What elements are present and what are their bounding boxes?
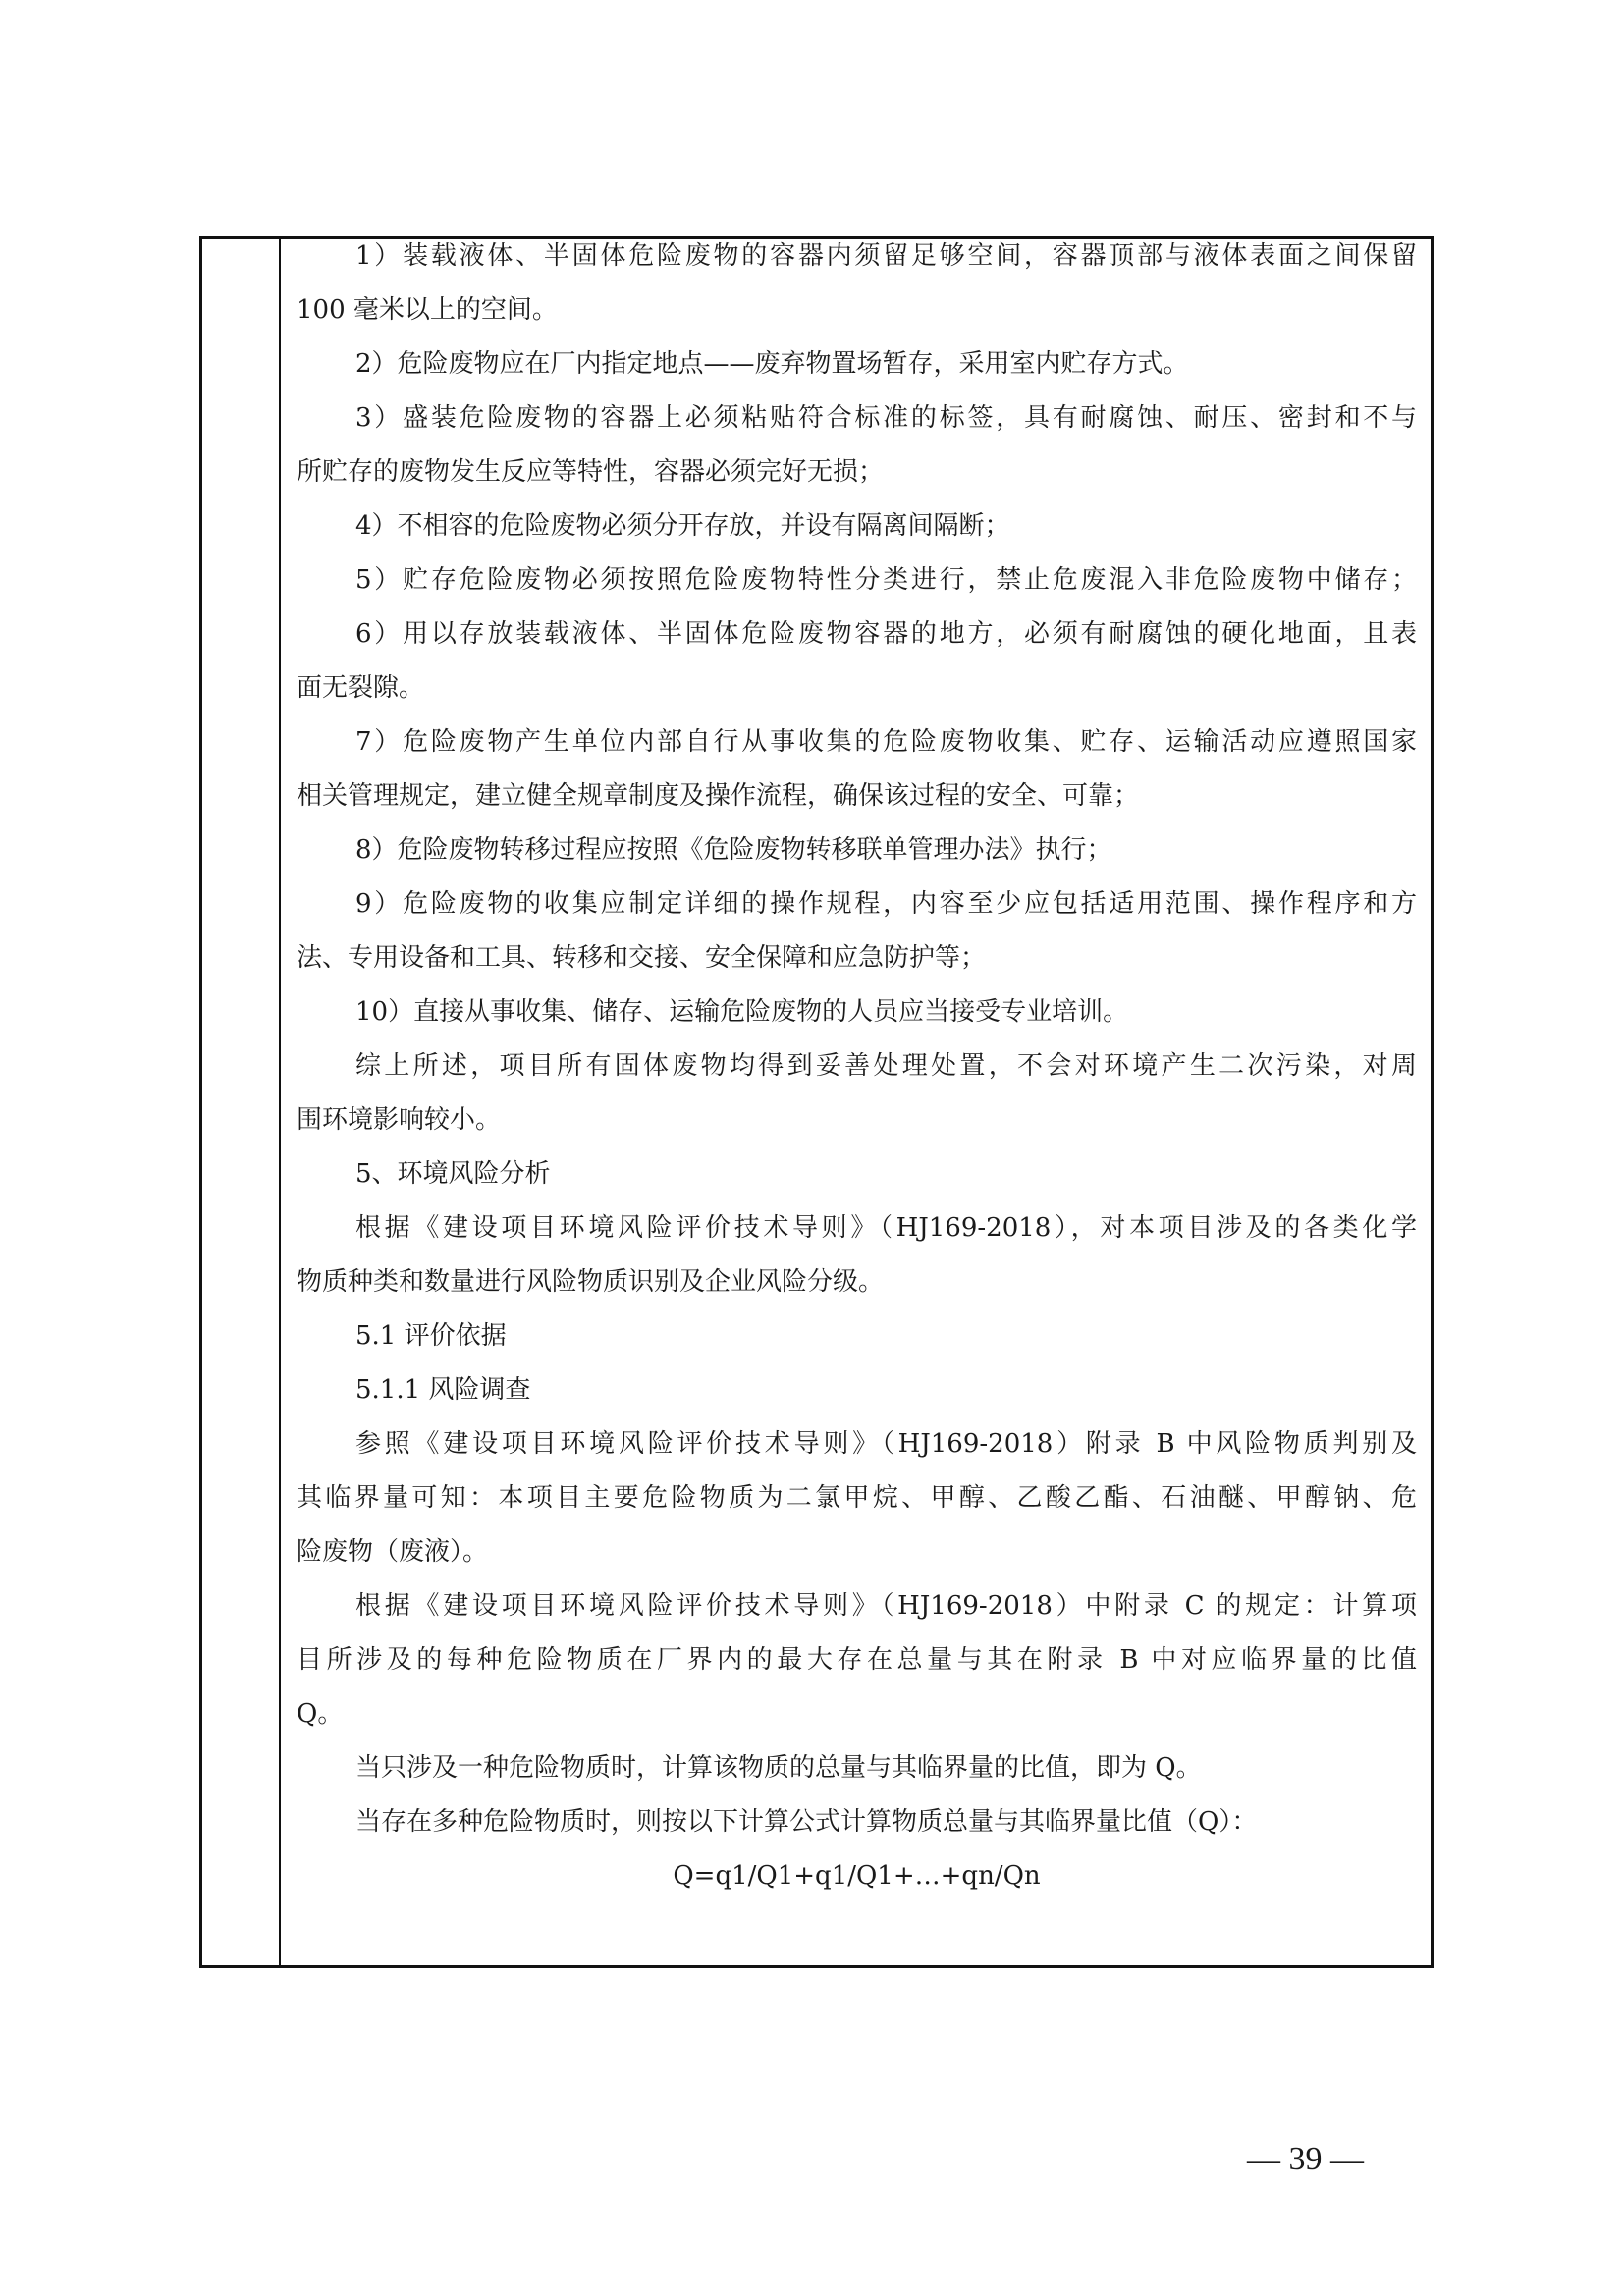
text-line: 9）危险废物的收集应制定详细的操作规程，内容至少应包括适用范围、操作程序和方 [355,889,1417,919]
text-line: 综上所述，项目所有固体废物均得到妥善处理处置，不会对环境产生二次污染，对周 [355,1051,1417,1081]
column-divider [279,239,281,1965]
text-line: 法、专用设备和工具、转移和交接、安全保障和应急防护等； [297,943,987,973]
text-line: 当只涉及一种危险物质时，计算该物质的总量与其临界量的比值，即为 Q。 [355,1753,1202,1783]
text-line: 3）盛装危险废物的容器上必须粘贴符合标准的标签，具有耐腐蚀、耐压、密封和不与 [355,403,1417,433]
text-line: 其临界量可知：本项目主要危险物质为二氯甲烷、甲醇、乙酸乙酯、石油醚、甲醇钠、危 [297,1483,1417,1513]
text-line: 参照《建设项目环境风险评价技术导则》（HJ169-2018）附录 B 中风险物质判别及 [355,1429,1417,1459]
text-line: 8）危险废物转移过程应按照《危险废物转移联单管理办法》执行； [355,835,1112,865]
content-table [199,236,1434,1968]
text-line: 目所涉及的每种危险物质在厂界内的最大存在总量与其在附录 B 中对应临界量的比值 [297,1645,1417,1675]
text-line: 相关管理规定，建立健全规章制度及操作流程，确保该过程的安全、可靠； [297,781,1140,811]
text-line: 所贮存的废物发生反应等特性，容器必须完好无损； [297,457,885,487]
page-number: — 39 — [1247,2141,1364,2177]
text-line: 2）危险废物应在厂内指定地点——废弃物置场暂存，采用室内贮存方式。 [355,349,1189,379]
text-line: 根据《建设项目环境风险评价技术导则》（HJ169-2018），对本项目涉及的各类化学 [355,1213,1417,1243]
section-heading: 5、环境风险分析 [355,1159,551,1189]
text-line: 10）直接从事收集、储存、运输危险废物的人员应当接受专业培训。 [355,997,1129,1027]
text-line: 6）用以存放装载液体、半固体危险废物容器的地方，必须有耐腐蚀的硬化地面，且表 [355,619,1417,649]
text-line: 7）危险废物产生单位内部自行从事收集的危险废物收集、贮存、运输活动应遵照国家 [355,727,1417,757]
text-line: Q。 [297,1699,344,1729]
text-line: 5）贮存危险废物必须按照危险废物特性分类进行，禁止危废混入非危险废物中储存； [355,565,1417,595]
text-line: 险废物（废液）。 [297,1537,489,1567]
text-line: 围环境影响较小。 [297,1105,502,1135]
text-line: 物质种类和数量进行风险物质识别及企业风险分级。 [297,1267,885,1297]
text-line: 当存在多种危险物质时，则按以下计算公式计算物质总量与其临界量比值（Q）： [355,1807,1258,1837]
text-line: 4）不相容的危险废物必须分开存放，并设有隔离间隔断； [355,511,1010,541]
formula: Q=q1/Q1+q1/Q1+…+qn/Qn [673,1861,1041,1891]
text-line: 面无裂隙。 [297,673,425,703]
section-heading: 5.1 评价依据 [355,1321,507,1351]
text-line: 100 毫米以上的空间。 [297,295,558,325]
text-line: 根据《建设项目环境风险评价技术导则》（HJ169-2018）中附录 C 的规定：计算项 [355,1591,1417,1621]
text-line: 1）装载液体、半固体危险废物的容器内须留足够空间，容器顶部与液体表面之间保留 [355,241,1417,271]
section-heading: 5.1.1 风险调查 [355,1375,531,1405]
